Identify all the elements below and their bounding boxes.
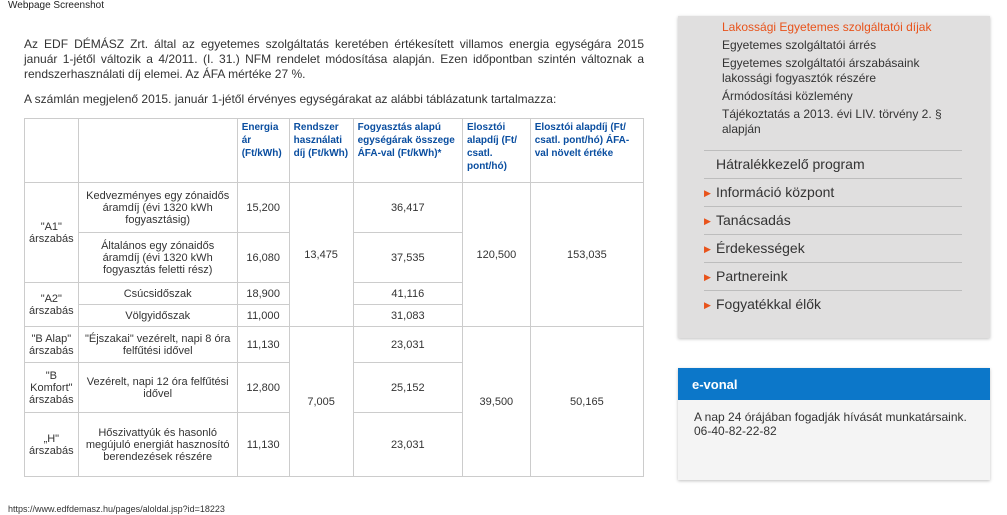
total-price: 25,152 (353, 363, 462, 413)
total-price: 41,116 (353, 283, 462, 305)
system-fee-b: 7,005 (289, 327, 353, 477)
nav-item-label: Érdekességek (716, 240, 805, 256)
divider (704, 206, 962, 207)
table-header-cell: Fogyasztás alapú egységárak összege ÁFA-val (Ft/kWh)* (353, 119, 462, 183)
submenu-item-margin[interactable]: Egyetemes szolgáltatói árrés (722, 38, 877, 52)
tariff-a1-label: "A1" árszabás (25, 183, 79, 283)
energy-price: 16,080 (237, 233, 289, 283)
nav-item-debt-program[interactable]: Hátralékkezelő program (716, 156, 865, 172)
tariff-bkomfort-label: "B Komfort" árszabás (25, 363, 79, 413)
table-header-cell (78, 119, 237, 183)
tariff-h-label: „H" árszabás (25, 413, 79, 477)
row-description: Kedvezményes egy zónaidős áramdíj (évi 1320 kWh fogyasztásig) (78, 183, 237, 233)
system-fee-a: 13,475 (289, 183, 353, 327)
price-table (24, 118, 644, 477)
tariff-balap-label: "B Alap" árszabás (25, 327, 79, 363)
divider (704, 262, 962, 263)
nav-item-partners[interactable] (704, 268, 962, 284)
submenu-item-tariffs[interactable]: Egyetemes szolgáltatói árszabásaink lakossági fogyasztók részére (722, 56, 920, 85)
evonal-title: e-vonal (678, 368, 990, 400)
divider (704, 290, 962, 291)
nav-item-disabled-customers[interactable] (704, 296, 962, 312)
chevron-right-icon: ▶ (704, 272, 711, 282)
page-url: https://www.edfdemasz.hu/pages/aloldal.jsp?id=18223 (8, 504, 225, 514)
nav-item-label: Tanácsadás (716, 212, 791, 228)
row-description: Völgyidőszak (78, 305, 237, 327)
nav-item-curiosities[interactable] (704, 240, 962, 256)
evonal-phone[interactable]: 06-40-82-22-82 (694, 424, 777, 438)
table-header-cell: Elosztói alapdíj (Ft/ csatl. pont/hó) (462, 119, 530, 183)
total-price: 23,031 (353, 413, 462, 477)
table-lead-text: A számlán megjelenő 2015. január 1-jétől érvényes egységárakat az alábbi táblázatunk tartalmazza: (24, 92, 557, 106)
row-description: Hőszivattyúk és hasonló megújuló energiát hasznosító berendezések részére (78, 413, 237, 477)
submenu-item-law-info[interactable]: Tájékoztatás a 2013. évi LIV. törvény 2. § alapján (722, 107, 942, 136)
row-description: Általános egy zónaidős áramdíj (évi 1320 kWh fogyasztás feletti rész) (78, 233, 237, 283)
base-fee-a-vat: 153,035 (530, 183, 643, 327)
evonal-text: A nap 24 órájában fogadják hívását munkatársaink. (694, 410, 967, 424)
chevron-right-icon: ▶ (704, 216, 711, 226)
table-row (25, 327, 644, 363)
sidebar-menu (678, 16, 990, 338)
base-fee-b-vat: 50,165 (530, 327, 643, 477)
screenshot-title: Webpage Screenshot (8, 0, 104, 11)
nav-item-label: Információ központ (716, 184, 835, 200)
chevron-right-icon: ▶ (704, 244, 711, 254)
evonal-box (678, 368, 990, 480)
energy-price: 11,000 (237, 305, 289, 327)
total-price: 31,083 (353, 305, 462, 327)
evonal-body (678, 400, 990, 448)
table-header-cell: Elosztói alapdíj (Ft/ csatl. pont/hó) ÁFA-val növelt értéke (530, 119, 643, 183)
nav-item-info-center[interactable] (704, 184, 962, 200)
energy-price: 11,130 (237, 327, 289, 363)
table-header-cell: Rendszer használati díj (Ft/kWh) (289, 119, 353, 183)
row-description: "Éjszakai" vezérelt, napi 8 óra felfűtési idővel (78, 327, 237, 363)
nav-item-label: Fogyatékkal élők (716, 296, 822, 312)
table-row (25, 183, 644, 233)
intro-paragraph: Az EDF DÉMÁSZ Zrt. által az egyetemes szolgáltatás keretében értékesített villamos energia egységára 2015 január 1-jétől változik a 4/2011. (I. 31.) NFM rendelet módosítása alapján. Ezen időpontban szintén változnak a rendszerhasználati díj elemei. Az ÁFA mértéke 27 %. (24, 37, 644, 81)
chevron-right-icon: ▶ (704, 188, 711, 198)
energy-price: 12,800 (237, 363, 289, 413)
total-price: 23,031 (353, 327, 462, 363)
table-header-cell (25, 119, 79, 183)
base-fee-a: 120,500 (462, 183, 530, 327)
nav-item-label: Partnereink (716, 268, 788, 284)
total-price: 37,535 (353, 233, 462, 283)
table-header-row (25, 119, 644, 183)
energy-price: 15,200 (237, 183, 289, 233)
energy-price: 18,900 (237, 283, 289, 305)
divider (704, 234, 962, 235)
total-price: 36,417 (353, 183, 462, 233)
row-description: Csúcsidőszak (78, 283, 237, 305)
submenu-item-residential-fees[interactable]: Lakossági Egyetemes szolgáltatói díjak (722, 20, 932, 34)
chevron-right-icon: ▶ (704, 300, 711, 310)
divider (704, 178, 962, 179)
divider (704, 150, 962, 151)
nav-item-advice[interactable] (704, 212, 962, 228)
energy-price: 11,130 (237, 413, 289, 477)
submenu-item-price-change-notice[interactable]: Ármódosítási közlemény (722, 89, 853, 103)
tariff-a2-label: "A2" árszabás (25, 283, 79, 327)
submenu-list (722, 20, 972, 140)
row-description: Vezérelt, napi 12 óra felfűtési idővel (78, 363, 237, 413)
base-fee-b: 39,500 (462, 327, 530, 477)
table-header-cell: Energia ár (Ft/kWh) (237, 119, 289, 183)
